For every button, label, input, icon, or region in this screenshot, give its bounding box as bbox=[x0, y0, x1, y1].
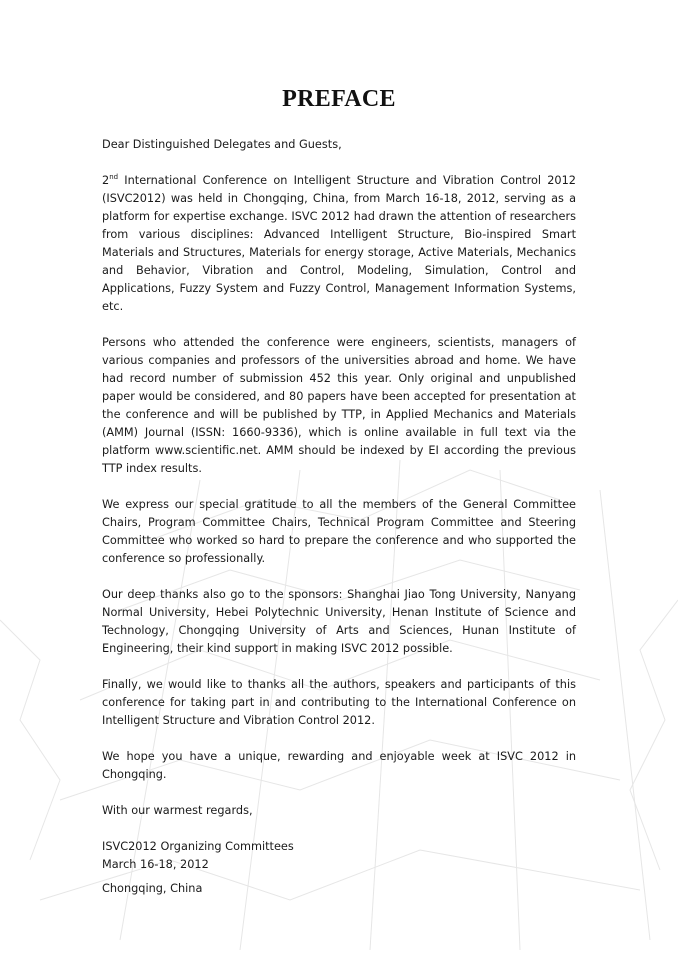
signature-location: Chongqing, China bbox=[102, 882, 203, 895]
paragraph-sponsors: Our deep thanks also go to the sponsors: Shanghai Jiao Tong University, Nanyang Normal University, Hebei Polytechnic University, Henan Institute of Science and Technology, Chongqing University of Arts and Sciences, Hunan Institute of Engineering, their kind support in making ISVC 2012 possible. bbox=[102, 588, 576, 655]
preface-body bbox=[102, 136, 576, 898]
paragraph-conference-intro bbox=[102, 172, 576, 316]
paragraph-gratitude: We express our special gratitude to all the members of the General Committee Chairs, Program Committee Chairs, Technical Program Committee and Steering Committee who worked so hard to prepare the conference and who supported the conference so professionally. bbox=[102, 498, 576, 565]
ordinal-number: 2 bbox=[102, 174, 110, 187]
paragraph-hope: We hope you have a unique, rewarding and enjoyable week at ISVC 2012 in Chongqing. bbox=[102, 750, 576, 781]
signature-block bbox=[102, 838, 576, 898]
signature-organization: ISVC2012 Organizing Committees bbox=[102, 840, 294, 853]
paragraph-conference-intro-text: International Conference on Intelligent Structure and Vibration Control 2012 (ISVC2012) was held in Chongqing, China, from March 16-18, 2012, serving as a platform for expertise exchange. ISVC 2012 had drawn the attention of researchers from various disciplines: Advanced Intelligent Structure, Bio-inspired Smart Materials and Structures, Materials for energy storage, Active Materials, Mechanics and Behavior, Vibration and Control, Modeling, Simulation, Control and Applications, Fuzzy System and Fuzzy Control, Management Information Systems, etc. bbox=[102, 174, 576, 313]
page-title: PREFACE bbox=[282, 86, 396, 112]
paragraph-attendees: Persons who attended the conference were engineers, scientists, managers of various companies and professors of the universities abroad and home. We have had record number of submission 452 this year. Only original and unpublished paper would be considered, and 80 papers have been accepted for presentation at the conference and will be published by TTP, in Applied Mechanics and Materials (AMM) Journal (ISSN: 1660-9336), which is online available in full text via the platform www.scientific.net. AMM should be indexed by EI according the previous TTP index results. bbox=[102, 336, 576, 475]
signature-date: March 16-18, 2012 bbox=[102, 858, 209, 871]
salutation: Dear Distinguished Delegates and Guests, bbox=[102, 138, 342, 151]
paragraph-thanks-authors: Finally, we would like to thanks all the authors, speakers and participants of this conference for taking part in and contributing to the International Conference on Intelligent Structure and Vibration Control 2012. bbox=[102, 678, 576, 727]
ordinal-suffix: nd bbox=[109, 173, 119, 182]
closing-regards: With our warmest regards, bbox=[102, 804, 253, 817]
